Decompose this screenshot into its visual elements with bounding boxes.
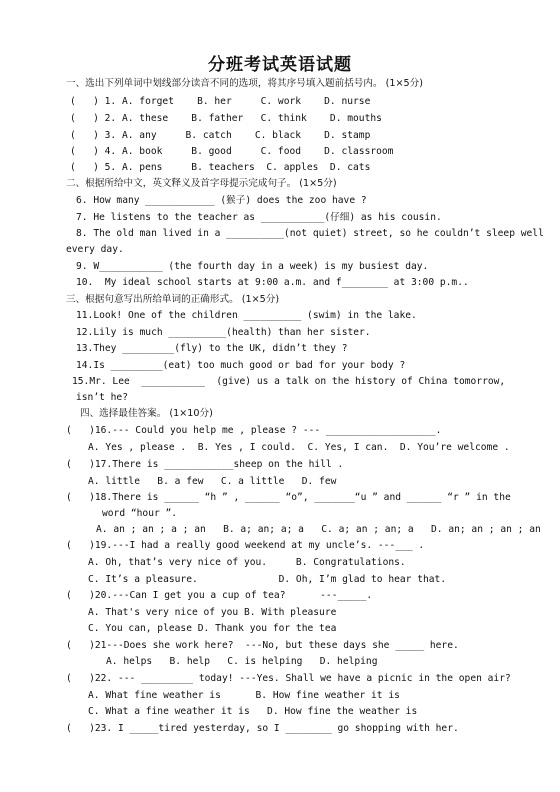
question-item: 10. My ideal school starts at 9:00 a.m. and f________ at 3:00 p.m.. <box>76 277 469 288</box>
answer-options: A. little B. a few C. a little D. few <box>88 476 337 487</box>
section-heading: 三、根据句意写出所给单词的正确形式。 (1×5分) <box>66 294 280 305</box>
question-item: ( ) 2. A. these B. father C. think D. mouths <box>70 113 382 124</box>
page-title: 分班考试英语试题 <box>208 55 352 75</box>
answer-options: A. an ; an ; a ; an B. a; an; a; a C. a; an ; an; a D. an; an ; an ; an <box>96 524 541 535</box>
question-item: ( )20.---Can I get you a cup of tea? ---_____. <box>66 590 373 601</box>
answer-options: C. You can, please D. Thank you for the tea <box>88 623 337 634</box>
question-item: 7. He listens to the teacher as ___________(仔细) as his cousin. <box>76 212 442 223</box>
question-item: ( )22. --- _________ today! ---Yes. Shall we have a picnic in the open air? <box>66 673 511 684</box>
question-item-continued: isn’t he? <box>76 392 128 403</box>
answer-options: A. Yes , please . B. Yes , I could. C. Yes, I can. D. You’re welcome . <box>88 442 510 453</box>
question-item: 9. W___________ (the fourth day in a week) is my busiest day. <box>76 261 429 272</box>
question-item: ( )18.There is ______ “h ” , ______ “o”, _______“u ” and ______ “r ” in the <box>66 492 511 503</box>
question-item: ( )19.---I had a really good weekend at my uncle’s. ---___ . <box>66 540 425 551</box>
question-item: ( ) 4. A. book B. good C. food D. classroom <box>70 146 394 157</box>
section-heading: 一、选出下列单词中划线部分读音不同的选项，将其序号填入题前括号内。 (1×5分) <box>66 78 423 89</box>
section-heading: 四、选择最佳答案。 (1×10分) <box>80 408 213 419</box>
question-item: ( ) 5. A. pens B. teachers C. apples D. cats <box>70 162 371 173</box>
question-item: 11.Look! One of the children __________ (swim) in the lake. <box>76 310 417 321</box>
question-item: 13.They _________(fly) to the UK, didn’t they ? <box>76 343 348 354</box>
question-item-continued: word “hour ”. <box>102 508 178 519</box>
question-item: ( )16.--- Could you help me , please ? --- ___________________. <box>66 425 442 436</box>
section-heading: 二、根据所给中文，英文释义及首字母提示完成句子。 (1×5分) <box>66 178 337 189</box>
answer-options: A. That's very nice of you B. With pleasure <box>88 607 337 618</box>
answer-options: A. helps B. help C. is helping D. helping <box>106 656 378 667</box>
answer-options: A. Oh, that’s very nice of you. B. Congratulations. <box>88 557 406 568</box>
question-item: 12.Lily is much __________(health) than her sister. <box>76 327 371 338</box>
answer-options: A. What fine weather is B. How fine weather it is <box>88 690 400 701</box>
question-item: 6. How many ____________ (猴子) does the zoo have ? <box>76 195 367 206</box>
question-item: ( )23. I _____tired yesterday, so I ________ go shopping with her. <box>66 723 459 734</box>
answer-options: C. What a fine weather it is D. How fine the weather is <box>88 706 418 717</box>
question-item-continued: every day. <box>66 244 124 255</box>
question-item: ( )17.There is ____________sheep on the hill . <box>66 459 344 470</box>
question-item: ( )21---Does she work here? ---No, but these days she _____ here. <box>66 640 459 651</box>
answer-options: C. It’s a pleasure. D. Oh, I’m glad to hear that. <box>88 574 447 585</box>
question-item: 14.Is _________(eat) too much good or bad for your body ? <box>76 360 406 371</box>
question-item: 8. The old man lived in a __________(not quiet) street, so he couldn’t sleep well <box>76 228 544 239</box>
question-item: ( ) 1. A. forget B. her C. work D. nurse <box>70 96 371 107</box>
question-item: 15.Mr. Lee ___________ (give) us a talk on the history of China tomorrow, <box>72 376 506 387</box>
question-item: ( ) 3. A. any B. catch C. black D. stamp <box>70 130 371 141</box>
